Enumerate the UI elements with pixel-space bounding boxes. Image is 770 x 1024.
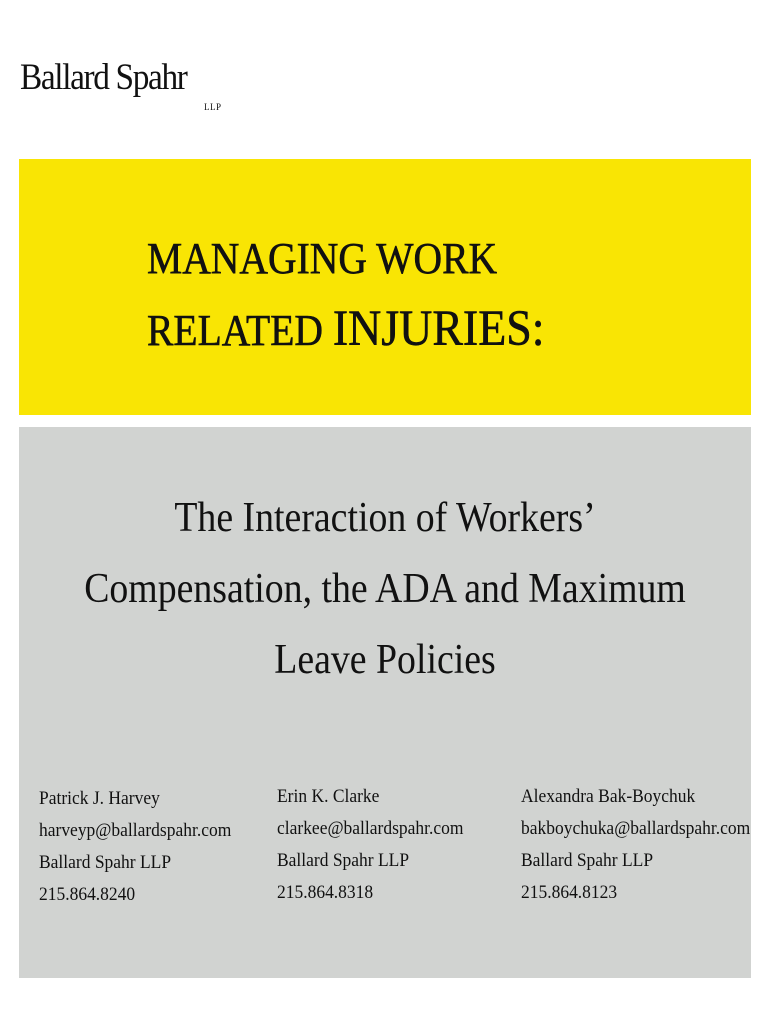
document-title [147,223,579,366]
author-name: Patrick J. Harvey [39,788,160,809]
subtitle-line-2: Compensation, the ADA and Maximum [84,566,686,612]
title-line-2-prefix: RELATED [147,306,333,355]
title-banner [19,159,751,415]
title-line-2 [147,294,579,366]
author-email: clarkee@ballardspahr.com [277,818,464,839]
author-firm: Ballard Spahr LLP [39,852,172,873]
title-line-2-emphasis: INJURIES: [332,301,545,357]
logo-wordmark: Ballard Spahr [20,57,187,98]
author-firm: Ballard Spahr LLP [521,850,654,871]
firm-logo [20,56,240,120]
author-email: harveyp@ballardspahr.com [39,820,232,841]
author-phone: 215.864.8123 [521,882,618,903]
author-firm: Ballard Spahr LLP [277,850,410,871]
logo-suffix: LLP [204,102,222,112]
document-subtitle [19,483,751,696]
subtitle-line-1: The Interaction of Workers’ [174,495,596,541]
author-contact-harvey [39,783,248,911]
author-phone: 215.864.8318 [277,882,374,903]
subtitle-line-3: Leave Policies [274,637,496,683]
author-email: bakboychuka@ballardspahr.com [521,818,751,839]
content-panel [19,427,751,978]
author-phone: 215.864.8240 [39,884,136,905]
author-name: Alexandra Bak-Boychuk [521,786,696,807]
author-contact-clarke [277,781,480,909]
author-contact-bak-boychuk [521,781,770,909]
title-line-1: MANAGING WORK [147,234,498,283]
author-name: Erin K. Clarke [277,786,380,807]
